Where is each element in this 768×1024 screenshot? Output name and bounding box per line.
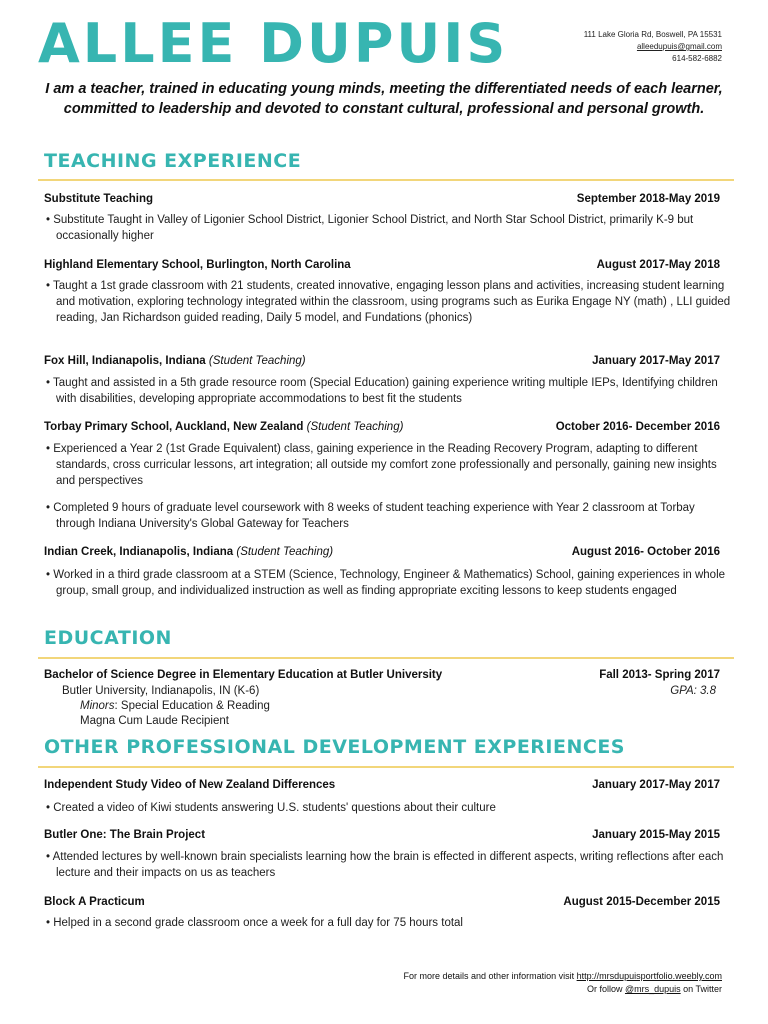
job-bullet: • Completed 9 hours of graduate level coursework with 8 weeks of student teaching experience with Year 2 classroom at Torbay through Indiana University's Global Gateway for Teachers (46, 502, 695, 530)
section-divider (38, 657, 734, 659)
activity-header (44, 828, 720, 842)
email-link[interactable]: alleedupuis@gmail.com (636, 42, 722, 51)
job-header (44, 354, 720, 368)
activity-date: January 2015-May 2015 (592, 829, 720, 841)
minors-value: : Special Education & Reading (114, 700, 270, 712)
degree-header (44, 668, 720, 682)
activity-title: Independent Study Video of New Zealand Differences (44, 779, 336, 791)
activity-title: Block A Practicum (44, 896, 145, 908)
job-bullet: • Experienced a Year 2 (1st Grade Equivalent) class, gaining experience in the Reading Recovery Program, adapting to different standards, cross curricular lessons, art integration; all outside my comfort zone professionally and personally, gaining new insights and perspectives (46, 443, 717, 487)
gpa: GPA: 3.8 (670, 685, 716, 697)
activity-bullet: • Created a video of Kiwi students answering U.S. students' questions about their culture (46, 802, 496, 814)
job-bullet: • Taught and assisted in a 5th grade resource room (Special Education) gaining experience writing multiple IEPs, Identifying children with disabilities, developing appropriate accommodations to best fit the students (46, 377, 718, 405)
activity-header (44, 778, 720, 792)
footer-text: Or follow (586, 984, 625, 994)
footer-text: on Twitter (680, 984, 722, 994)
portfolio-link[interactable]: http://mrsdupuisportfolio.weebly.com (576, 971, 722, 981)
job-title: Substitute Teaching (44, 193, 154, 205)
minors-label: Minors (80, 700, 115, 712)
footer-text: For more details and other information visit (403, 971, 577, 981)
section-title-teaching: TEACHING EXPERIENCE (44, 150, 302, 172)
footer-portfolio-line (404, 970, 722, 982)
section-title-other: OTHER PROFESSIONAL DEVELOPMENT EXPERIENCES (44, 736, 625, 758)
job-subtitle: (Student Teaching) (306, 421, 404, 433)
minors (80, 698, 270, 714)
candidate-name: ALLEE DUPUIS (38, 12, 509, 75)
degree-date: Fall 2013- Spring 2017 (599, 669, 720, 681)
job-header (44, 545, 720, 559)
activity-header (44, 895, 720, 909)
address: 111 Lake Gloria Rd, Boswell, PA 15531 (583, 30, 722, 39)
twitter-handle-link[interactable]: @mrs_dupuis (624, 984, 681, 994)
degree-title: Bachelor of Science Degree in Elementary Education at Butler University (44, 669, 443, 681)
job-subtitle: (Student Teaching) (208, 355, 306, 367)
job-bullet: • Taught a 1st grade classroom with 21 students, created innovative, engaging lesson plans and activities, increasing student learning and motivation, exploring technology integrated within the classroom, using programs such as Eurika Engage NY (math) , LLI guided reading, Jan Richardson guided reading, Daily 5 model, and Fundations (phonics) (46, 280, 731, 324)
job-title: Indian Creek, Indianapolis, Indiana (44, 546, 234, 558)
summary-statement: I am a teacher, trained in educating young minds, meeting the differentiated needs of each learner, committed to leadership and devoted to constant cultural, professional and personal growth. (45, 81, 723, 117)
job-title: Highland Elementary School, Burlington, North Carolina (44, 259, 351, 271)
honors: Magna Cum Laude Recipient (80, 715, 229, 727)
phone: 614-582-6882 (672, 54, 722, 63)
activity-bullet: • Attended lectures by well-known brain specialists learning how the brain is effected in different aspects, writing reflections after each lecture and their impacts on us as teachers (46, 851, 724, 879)
job-bullet: • Substitute Taught in Valley of Ligonier School District, Ligonier School District, and North Star School District, primarily K-9 but occasionally higher (46, 214, 694, 242)
job-date: January 2017-May 2017 (592, 355, 720, 367)
contact-block (584, 29, 722, 65)
section-divider (38, 766, 734, 768)
job-subtitle: (Student Teaching) (236, 546, 334, 558)
job-title: Torbay Primary School, Auckland, New Zealand (44, 421, 304, 433)
section-divider (38, 179, 734, 181)
activity-date: August 2015-December 2015 (563, 896, 720, 908)
job-header (44, 420, 720, 434)
activity-title: Butler One: The Brain Project (44, 829, 206, 841)
job-header (44, 258, 720, 272)
job-bullet: • Worked in a third grade classroom at a STEM (Science, Technology, Engineer & Mathematics) School, gaining experiences in whole group, small group, and individualized instruction as well as finding appropriate exciting lessons to keep students engaged (46, 569, 726, 597)
job-date: September 2018-May 2019 (576, 193, 720, 205)
job-title: Fox Hill, Indianapolis, Indiana (44, 355, 206, 367)
job-date: October 2016- December 2016 (555, 421, 720, 433)
job-header (44, 192, 720, 206)
footer-twitter-line (587, 983, 722, 995)
job-date: August 2017-May 2018 (596, 259, 720, 271)
activity-bullet: • Helped in a second grade classroom once a week for a full day for 75 hours total (46, 917, 463, 929)
school-name: Butler University, Indianapolis, IN (K-6) (62, 685, 260, 697)
job-date: August 2016- October 2016 (571, 546, 720, 558)
section-title-education: EDUCATION (44, 627, 172, 649)
activity-date: January 2017-May 2017 (592, 779, 720, 791)
